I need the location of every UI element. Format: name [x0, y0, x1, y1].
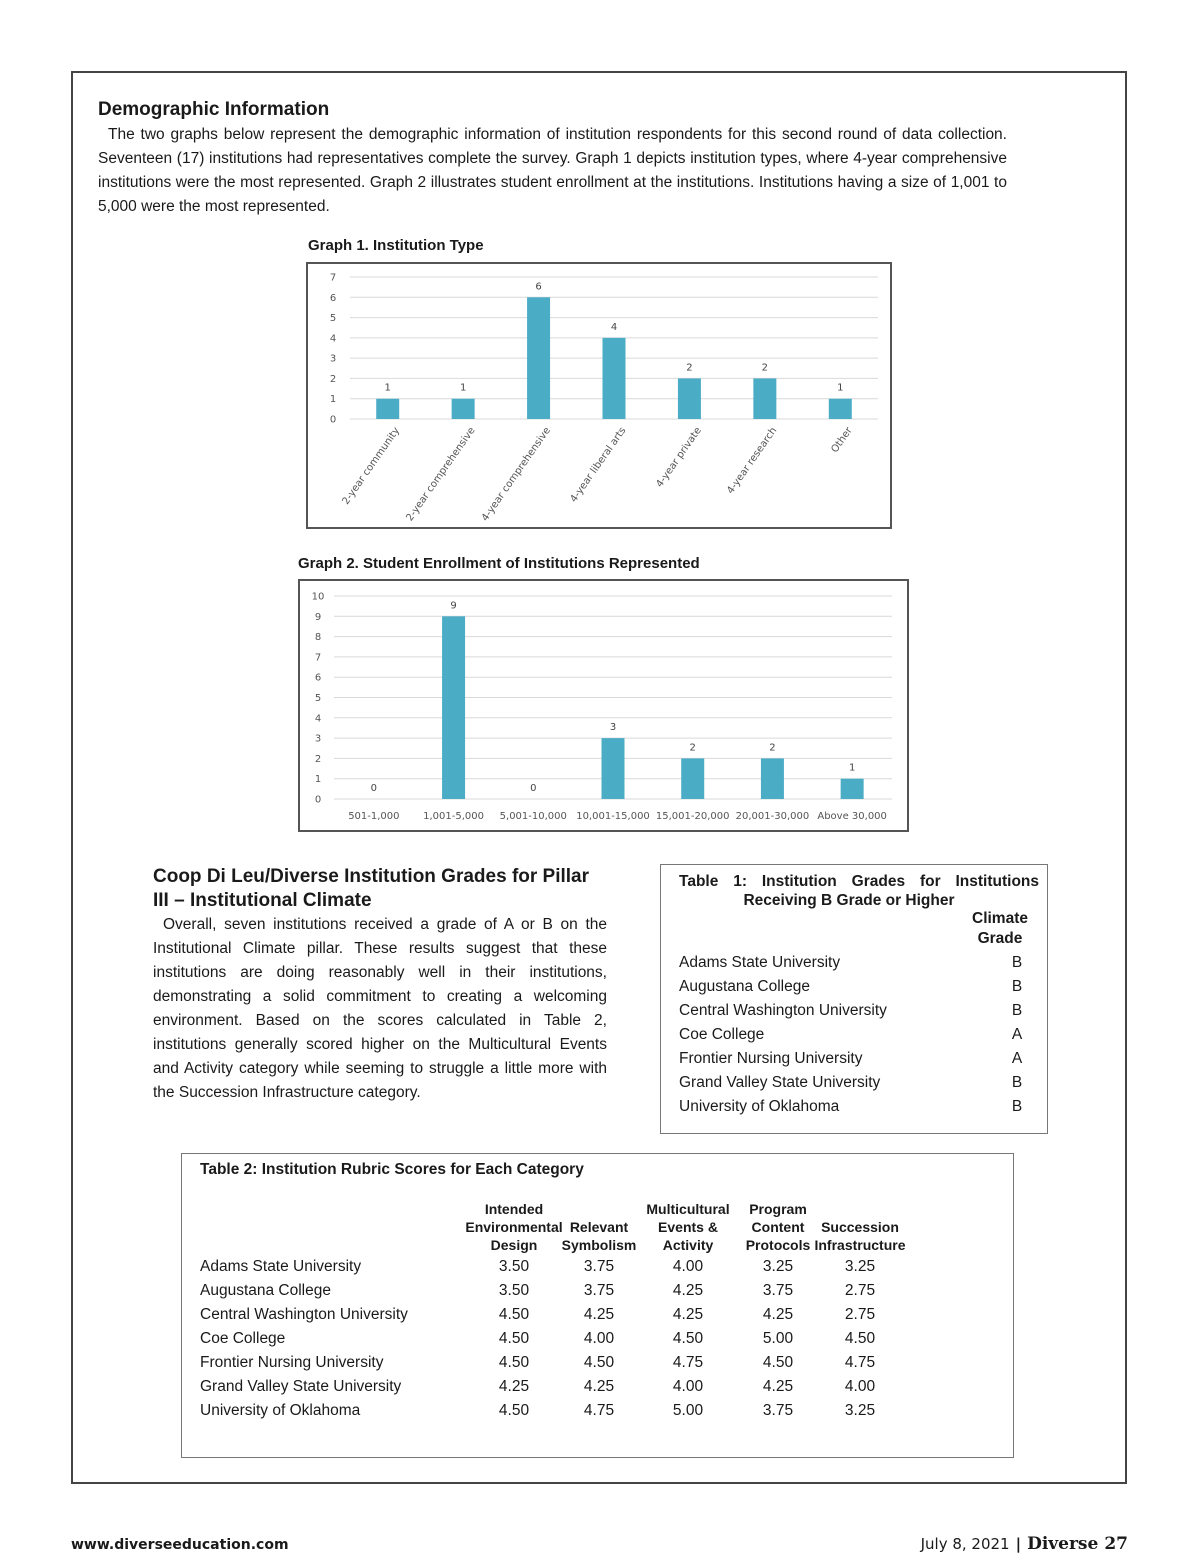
bar: [829, 399, 852, 419]
score-cell: 4.25: [583, 1306, 615, 1323]
institution-name: Grand Valley State University: [200, 1378, 402, 1395]
header-line: Symbolism: [561, 1237, 637, 1253]
bar: [442, 616, 465, 799]
data-label: 4: [610, 321, 618, 333]
score-cell: 4.00: [844, 1378, 876, 1395]
score-cell: 4.00: [583, 1330, 615, 1347]
y-tick-label: 10: [311, 591, 325, 603]
score-cell: 3.75: [583, 1258, 615, 1275]
data-label: 6: [535, 281, 542, 293]
score-cell: 4.50: [498, 1354, 530, 1371]
header-line: Succession: [821, 1219, 899, 1235]
table-row: [679, 954, 1024, 972]
table2-title: Table 2: Institution Rubric Scores for Each Category: [200, 1161, 584, 1178]
data-label: 2: [761, 362, 769, 374]
score-cell: 4.25: [762, 1306, 794, 1323]
score-cell: 4.25: [672, 1282, 704, 1299]
page-number: 27: [1104, 1534, 1128, 1554]
y-tick-label: 2: [314, 753, 322, 765]
data-label: 2: [769, 742, 776, 754]
y-tick-label: 3: [329, 353, 337, 365]
institution-name: Coe College: [200, 1330, 286, 1347]
climate-grade: B: [1011, 1074, 1023, 1091]
bar: [841, 779, 864, 799]
table-row: [679, 1026, 1024, 1044]
score-cell: 4.50: [762, 1354, 794, 1371]
bar: [753, 378, 776, 419]
table2-header-protocols: [738, 1200, 818, 1254]
score-cell: 4.50: [844, 1330, 876, 1347]
table-row: [679, 978, 1024, 996]
header-line: Environmental: [465, 1219, 563, 1235]
y-tick-label: 1: [314, 774, 322, 786]
table-row: [200, 1354, 1000, 1378]
institution-name: Augustana College: [200, 1282, 331, 1299]
institution-name: Augustana College: [679, 978, 810, 995]
institution-name: Frontier Nursing University: [200, 1354, 384, 1371]
score-cell: 4.25: [672, 1306, 704, 1323]
category-label: 1,001-5,000: [423, 811, 485, 822]
y-tick-label: 2: [329, 373, 337, 385]
header-line: Events &: [658, 1219, 718, 1235]
category-label: 4-year liberal arts: [568, 425, 629, 505]
table1-col-header-line1: Climate: [972, 910, 1028, 927]
score-cell: 3.50: [498, 1282, 530, 1299]
table-row: [200, 1282, 1000, 1306]
climate-grade: B: [1011, 978, 1023, 995]
table1: [660, 864, 1048, 1134]
institution-name: University of Oklahoma: [679, 1098, 840, 1115]
y-tick-label: 9: [314, 611, 322, 623]
climate-grade: B: [1011, 1002, 1023, 1019]
y-tick-label: 5: [314, 693, 322, 704]
category-label: 4-year comprehensive: [479, 425, 554, 524]
demographic-heading: Demographic Information: [98, 99, 330, 120]
data-label: 1: [459, 382, 467, 394]
y-tick-label: 6: [314, 672, 322, 684]
score-cell: 4.50: [672, 1330, 704, 1347]
table-row: [679, 1074, 1024, 1092]
score-cell: 4.75: [672, 1354, 704, 1371]
header-line: Activity: [662, 1237, 714, 1253]
table1-column-header: [961, 909, 1039, 949]
footer-brand: Diverse: [1027, 1534, 1099, 1554]
footer-date: July 8, 2021: [920, 1535, 1010, 1553]
score-cell: 4.00: [672, 1258, 704, 1275]
score-cell: 4.25: [498, 1378, 530, 1395]
table1-col-header-line2: Grade: [977, 930, 1023, 947]
data-label: 2: [686, 362, 693, 374]
score-cell: 4.25: [583, 1378, 615, 1395]
category-label: Above 30,000: [817, 811, 887, 822]
table-row: [200, 1258, 1000, 1282]
data-label: 9: [450, 600, 457, 612]
header-line: Program: [749, 1201, 807, 1217]
header-line: Infrastructure: [814, 1237, 906, 1253]
institution-name: University of Oklahoma: [200, 1402, 361, 1419]
category-label: Other: [829, 425, 855, 455]
institution-name: Central Washington University: [679, 1002, 887, 1019]
data-label: 0: [530, 783, 537, 794]
graph2-title: Graph 2. Student Enrollment of Institutions Represented: [298, 555, 700, 572]
table-row: [200, 1402, 1000, 1426]
score-cell: 3.25: [844, 1402, 876, 1419]
climate-grade: A: [1011, 1050, 1023, 1067]
category-label: 501-1,000: [348, 811, 400, 822]
table2: [181, 1153, 1014, 1458]
score-cell: 4.50: [583, 1354, 615, 1371]
y-tick-label: 7: [314, 652, 322, 664]
climate-grade: B: [1011, 1098, 1023, 1115]
footer-url[interactable]: www.diverseeducation.com: [71, 1537, 289, 1553]
category-label: 5,001-10,000: [499, 811, 567, 822]
category-label: 2-year comprehensive: [404, 425, 478, 524]
bar: [376, 399, 399, 419]
category-label: 2-year community: [340, 425, 403, 507]
category-label: 4-year private: [654, 425, 704, 490]
table-row: [200, 1330, 1000, 1354]
score-cell: 4.50: [498, 1306, 530, 1323]
graph1-chart: [308, 264, 890, 527]
y-tick-label: 5: [329, 313, 337, 325]
institution-name: Grand Valley State University: [679, 1074, 881, 1091]
graph1-title: Graph 1. Institution Type: [308, 237, 484, 254]
bar: [452, 399, 475, 419]
score-cell: 3.25: [844, 1258, 876, 1275]
climate-grade: B: [1011, 954, 1023, 971]
category-label: 10,001-15,000: [576, 811, 650, 822]
score-cell: 5.00: [762, 1330, 794, 1347]
institution-name: Adams State University: [679, 954, 841, 971]
y-tick-label: 0: [329, 414, 337, 426]
y-tick-label: 4: [329, 333, 337, 345]
bar: [602, 738, 625, 799]
header-line: Multicultural: [646, 1201, 730, 1217]
header-line: [559, 1200, 639, 1218]
score-cell: 2.75: [844, 1306, 876, 1323]
institution-name: Frontier Nursing University: [679, 1050, 863, 1067]
score-cell: 4.75: [844, 1354, 876, 1371]
table-row: [200, 1378, 1000, 1402]
score-cell: 5.00: [672, 1402, 704, 1419]
demographic-paragraph: The two graphs below represent the demographic information of institution respondents for this second round of data collection. Seventeen (17) institutions had representatives complete the survey. Graph 1 depicts institution types, where 4-year comprehensive institutions were the most represented. Graph 2 illustrates student enrollment at the institutions. Institutions having a size of 1,001 to 5,000 were the most represented.: [98, 126, 1007, 215]
data-label: 1: [848, 762, 856, 774]
table-row: [200, 1306, 1000, 1330]
header-line: Content: [751, 1219, 805, 1235]
table-row: [679, 1050, 1024, 1068]
data-label: 2: [689, 742, 696, 754]
category-label: 20,001-30,000: [735, 811, 810, 822]
bar: [527, 297, 550, 419]
bar: [603, 338, 626, 419]
header-line: [810, 1200, 910, 1218]
table2-header-events: [643, 1200, 733, 1254]
score-cell: 3.75: [583, 1282, 615, 1299]
table2-header-succession: [810, 1200, 910, 1254]
score-cell: 3.75: [762, 1402, 794, 1419]
category-label: 15,001-20,000: [655, 811, 730, 822]
climate-heading: Coop Di Leu/Diverse Institution Grades for Pillar III – Institutional Climate: [153, 866, 590, 911]
table1-title-line2: Receiving B Grade or Higher: [743, 892, 955, 909]
score-cell: 4.50: [498, 1402, 530, 1419]
y-tick-label: 0: [314, 794, 322, 806]
score-cell: 2.75: [844, 1282, 876, 1299]
graph1-box: [306, 262, 892, 529]
institution-name: Coe College: [679, 1026, 765, 1043]
data-label: 1: [384, 382, 391, 394]
data-label: 3: [609, 722, 617, 734]
score-cell: 4.00: [672, 1378, 704, 1395]
score-cell: 3.50: [498, 1258, 530, 1275]
table1-title-line1: Table 1: Institution Grades for Institutions: [679, 873, 1039, 890]
data-label: 0: [370, 783, 378, 794]
climate-paragraph: Overall, seven institutions received a grade of A or B on the Institutional Climate pillar. These results suggest that these institutions are doing reasonably well in their institutions, demonstrating a solid commitment to creating a welcoming environment. Based on the scores calculated in Table 2, institutions generally scored higher on the Multicultural Events and Activity category while seeming to struggle a little more with the Succession Infrastructure category.: [153, 916, 607, 1101]
institution-name: Adams State University: [200, 1258, 362, 1275]
table2-header-environmental-design: [464, 1200, 564, 1254]
graph2-box: [298, 579, 909, 832]
score-cell: 4.25: [762, 1378, 794, 1395]
bar: [678, 378, 701, 419]
footer-separator: |: [1015, 1535, 1022, 1553]
table2-header-symbolism: [559, 1200, 639, 1254]
score-cell: 3.75: [762, 1282, 794, 1299]
score-cell: 3.25: [762, 1258, 794, 1275]
score-cell: 4.50: [498, 1330, 530, 1347]
y-tick-label: 4: [314, 713, 322, 725]
y-tick-label: 7: [329, 272, 337, 284]
category-label: 4-year research: [725, 425, 780, 497]
y-tick-label: 3: [314, 733, 322, 745]
table1-title: [679, 872, 1039, 910]
climate-grade: A: [1011, 1026, 1023, 1043]
institution-name: Central Washington University: [200, 1306, 408, 1323]
table-row: [679, 1002, 1024, 1020]
footer-info: [860, 1534, 1128, 1554]
header-line: Design: [490, 1237, 538, 1253]
y-tick-label: 1: [329, 394, 337, 406]
bar: [681, 758, 704, 799]
header-line: Relevant: [569, 1219, 629, 1235]
graph2-chart: [300, 581, 907, 830]
score-cell: 4.75: [583, 1402, 615, 1419]
table-row: [679, 1098, 1024, 1116]
header-line: Protocols: [745, 1237, 811, 1253]
bar: [761, 758, 784, 799]
header-line: Intended: [484, 1201, 544, 1217]
y-tick-label: 8: [314, 632, 322, 644]
y-tick-label: 6: [329, 292, 337, 304]
data-label: 1: [837, 382, 844, 394]
